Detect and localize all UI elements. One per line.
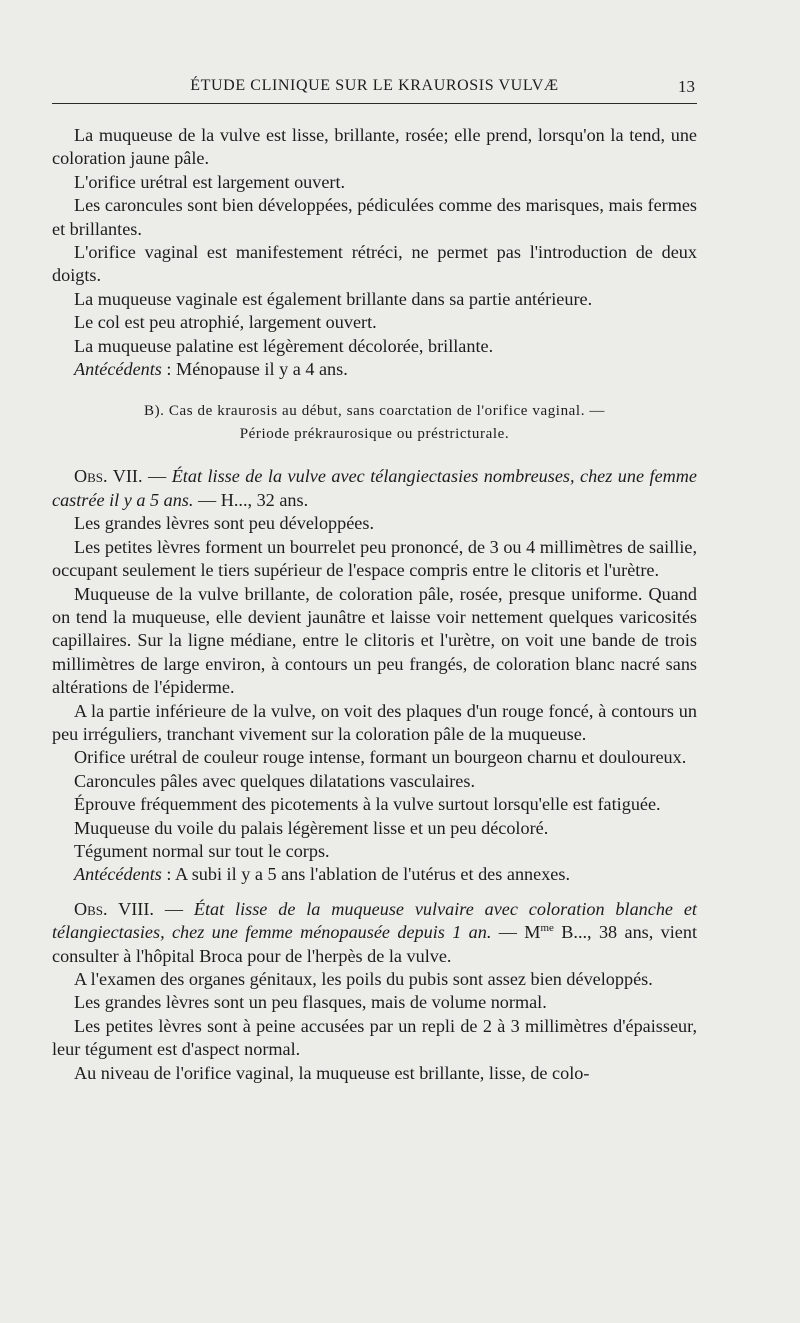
observation-label: Obs. VIII. bbox=[74, 898, 154, 919]
paragraph: Les grandes lèvres sont peu développées. bbox=[74, 513, 374, 534]
patient-info-superscript: me bbox=[540, 922, 554, 935]
dash: — bbox=[142, 466, 172, 487]
antecedents-paragraph bbox=[52, 358, 697, 381]
paragraph: Muqueuse de la vulve brillante, de coloration pâle, rosée, presque uniforme. Quand on tend la muqueuse, elle devient jaunâtre et laisse voir nettement quelques varicosités capillaires. Sur la ligne médiane, entre le clitoris et l'urètre, on voit une bande de trois millimètres de large environ, à contours un peu frangés, de coloration blanc nacré sans altérations de l'épiderme. bbox=[52, 583, 697, 698]
observation-title: État lisse de la muqueuse vulvaire avec coloration blanche et télangiectasies, chez une femme ménopausée depuis 1 an. bbox=[52, 898, 697, 943]
paragraph: A la partie inférieure de la vulve, on voit des plaques d'un rouge foncé, à contours un peu irréguliers, tranchant vivement sur la coloration pâle de la muqueuse. bbox=[52, 700, 697, 744]
antecedents-label: Antécédents bbox=[74, 864, 162, 885]
paragraph: La muqueuse palatine est légèrement décolorée, brillante. bbox=[74, 335, 494, 356]
antecedents-label: Antécédents bbox=[74, 359, 162, 380]
observation-label: Obs. VII. bbox=[74, 466, 143, 487]
paragraph: Orifice urétral de couleur rouge intense, formant un bourgeon charnu et douloureux. bbox=[74, 747, 687, 768]
paragraph: Les petites lèvres forment un bourrelet peu prononcé, de 3 ou 4 millimètres de saillie, occupant seulement le tiers supérieur de l'espace compris entre le clitoris et l'urètre. bbox=[52, 536, 697, 581]
antecedents-text: : A subi il y a 5 ans l'ablation de l'utérus et des annexes. bbox=[161, 864, 570, 885]
observation-heading bbox=[52, 898, 697, 968]
patient-info-text: B..., 38 ans, vient consulter à l'hôpital Broca pour de l'herpès de la vulve. bbox=[52, 922, 698, 966]
paragraph: Le col est peu atrophié, largement ouvert. bbox=[74, 312, 377, 333]
paragraph: L'orifice vaginal est manifestement rétréci, ne permet pas l'introduction de deux doigts. bbox=[52, 242, 697, 286]
body-text bbox=[52, 124, 697, 1085]
patient-info: — H..., 32 ans. bbox=[193, 489, 309, 510]
observation-heading bbox=[52, 465, 697, 512]
page-number: 13 bbox=[678, 77, 695, 96]
spacer bbox=[52, 446, 697, 465]
spacer bbox=[52, 887, 697, 898]
running-title: ÉTUDE CLINIQUE SUR LE KRAUROSIS VULVÆ bbox=[190, 77, 559, 94]
observation-title: État lisse de la vulve avec télangiectasies nombreuses, chez une femme castrée il y a 5 ans. bbox=[52, 466, 697, 510]
dash: — bbox=[153, 898, 194, 919]
paragraph: Les petites lèvres sont à peine accusées par un repli de 2 à 3 millimètres d'épaisseur, leur tégument est d'aspect normal. bbox=[52, 1015, 697, 1060]
paragraph: Au niveau de l'orifice vaginal, la muqueuse est brillante, lisse, de colo- bbox=[74, 1062, 590, 1083]
section-heading bbox=[52, 400, 697, 446]
paragraph: La muqueuse vaginale est également brillante dans sa partie antérieure. bbox=[74, 288, 593, 309]
paragraph: Caroncules pâles avec quelques dilatations vasculaires. bbox=[74, 770, 475, 791]
antecedents-paragraph bbox=[52, 863, 697, 886]
paragraph: A l'examen des organes génitaux, les poils du pubis sont assez bien développés. bbox=[74, 969, 653, 989]
spacer bbox=[52, 381, 697, 400]
section-heading-line-2: Période prékraurosique ou préstricturale. bbox=[239, 426, 510, 443]
paragraph: La muqueuse de la vulve est lisse, brillante, rosée; elle prend, lorsqu'on la tend, une coloration jaune pâle. bbox=[52, 125, 697, 169]
section-heading-line-1: B). Cas de kraurosis au début, sans coarctation de l'orifice vaginal. — bbox=[143, 403, 605, 420]
paragraph: Les caroncules sont bien développées, pédiculées comme des marisques, mais fermes et brillantes. bbox=[52, 195, 697, 239]
paragraph: Éprouve fréquemment des picotements à la vulve surtout lorsqu'elle est fatiguée. bbox=[74, 794, 661, 815]
paragraph: Muqueuse du voile du palais légèrement lisse et un peu décoloré. bbox=[74, 817, 549, 838]
patient-info-prefix: — M bbox=[491, 922, 541, 943]
running-header bbox=[52, 77, 697, 104]
paragraph: Tégument normal sur tout le corps. bbox=[74, 840, 330, 861]
antecedents-text: : Ménopause il y a 4 ans. bbox=[161, 359, 348, 380]
paragraph: Les grandes lèvres sont un peu flasques, mais de volume normal. bbox=[74, 992, 547, 1013]
paragraph: L'orifice urétral est largement ouvert. bbox=[74, 171, 346, 192]
